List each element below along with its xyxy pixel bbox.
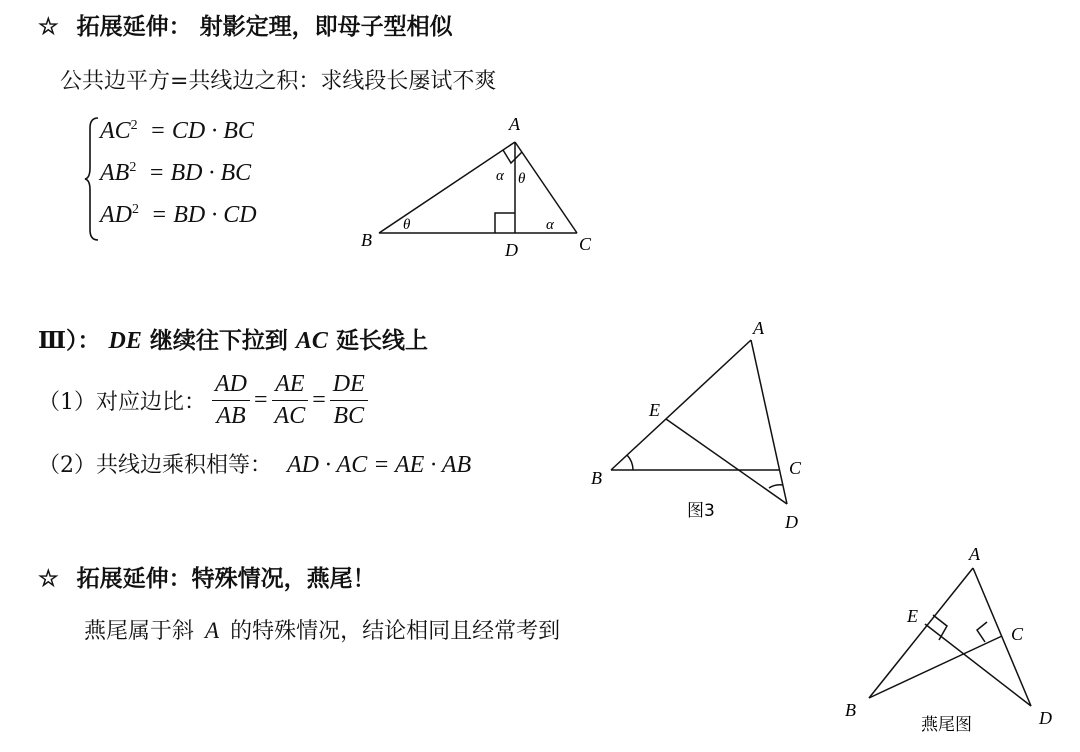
figure-caption: 燕尾图 [921, 715, 972, 735]
ratio-fraction: $\frac{AD}{AB}$ [212, 371, 250, 430]
section3-title: 拓展延伸：特殊情况，燕尾！ [76, 565, 376, 592]
label-alpha-c: α [546, 217, 554, 233]
label-e: E [907, 606, 918, 626]
label-d: D [505, 240, 518, 260]
swallowtail-figure [835, 540, 1065, 748]
label-b: B [591, 468, 602, 488]
item1-row: （1）对应边比： $\frac{AD}{AB}$ = $\frac{AE}{AC}$ = $\frac{DE}{BC}$ [38, 368, 368, 432]
figure-caption: 图3 [687, 501, 715, 521]
angle-arc-d [769, 485, 783, 488]
side-ab [869, 568, 973, 698]
label-d: D [1039, 708, 1052, 728]
section3-heading [38, 560, 376, 593]
section2-heading: Ⅲ）： DE 继续往下拉到 AC 延长线上 [38, 327, 428, 354]
formula-row: $AB^2$ = BD · BC [100, 160, 252, 186]
label-c: C [1011, 624, 1024, 644]
label-a: A [969, 544, 980, 564]
label-b: B [845, 700, 856, 720]
item2-row [38, 448, 471, 479]
label-b: B [361, 230, 372, 250]
item1-label: （1）对应边比： [38, 389, 206, 415]
segment-bc [869, 636, 1002, 698]
item2-formula: AD · AC = AE · AB [287, 452, 472, 478]
formula-row: $AC^2$ = CD · BC [100, 118, 254, 144]
figure-3 [585, 316, 810, 536]
section1-title: 拓展延伸： 射影定理，即母子型相似 [76, 13, 453, 40]
label-a: A [509, 114, 520, 134]
brace-icon [84, 116, 100, 242]
label-c: C [789, 458, 802, 478]
label-d: D [785, 512, 798, 532]
right-angle-mark-d [495, 213, 515, 233]
label-theta-b: θ [403, 217, 411, 233]
star-icon: ☆ [38, 13, 59, 40]
angle-arc-b [627, 455, 633, 470]
label-e: E [649, 400, 660, 420]
formula-row: $AD^2$ = BD · CD [100, 202, 257, 228]
segment-ed [666, 419, 787, 504]
side-ad [751, 340, 787, 504]
right-triangle-figure [355, 108, 605, 268]
side-ba [611, 340, 751, 470]
section1-heading [38, 8, 453, 41]
label-c: C [579, 234, 592, 254]
label-a: A [753, 318, 764, 338]
ratio-fraction: $\frac{DE}{BC}$ [330, 371, 368, 430]
item2-label: （2）共线边乘积相等： [38, 453, 272, 478]
label-theta-a: θ [518, 171, 526, 187]
right-angle-mark-c [977, 622, 987, 642]
section1-subtitle: 公共边平方=共线边之积：求线段长屡试不爽 [60, 69, 497, 94]
section3-text: 燕尾属于斜 A 的特殊情况，结论相同且经常考到 [84, 618, 561, 644]
star-icon: ☆ [38, 565, 59, 592]
label-alpha-a: α [496, 168, 504, 184]
ratio-fraction: $\frac{AE}{AC}$ [272, 371, 309, 430]
right-angle-mark-a [503, 150, 522, 163]
